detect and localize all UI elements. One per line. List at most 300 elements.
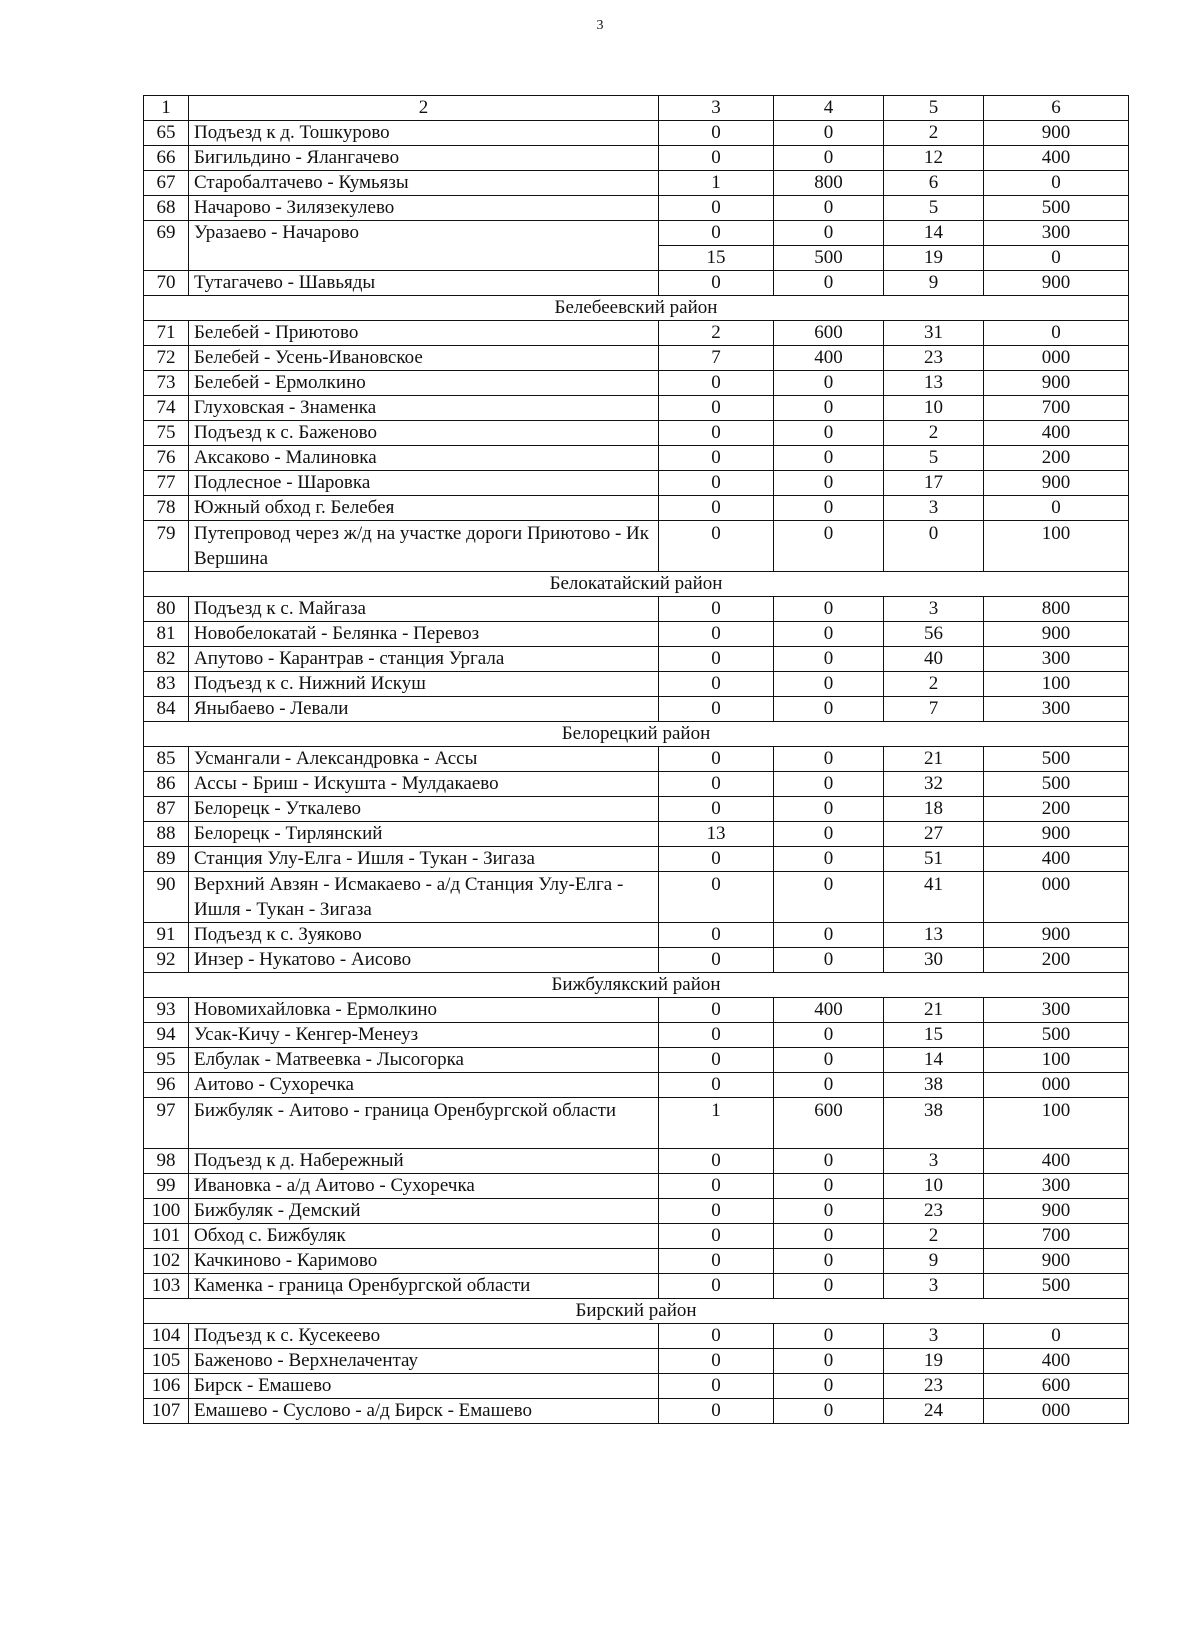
- row-number: 88: [144, 822, 189, 847]
- value-c6: 400: [984, 1349, 1129, 1374]
- value-c5: 32: [884, 772, 984, 797]
- value-c4: 0: [774, 1399, 884, 1424]
- value-c4: 0: [774, 471, 884, 496]
- value-c4: 0: [774, 923, 884, 948]
- value-c5: 23: [884, 1374, 984, 1399]
- road-name: Южный обход г. Белебея: [189, 496, 659, 521]
- table-row: [144, 697, 1129, 722]
- value-c3: 0: [659, 1149, 774, 1174]
- value-c3: 0: [659, 1199, 774, 1224]
- road-name: Подъезд к д. Набережный: [189, 1149, 659, 1174]
- value-c6: 900: [984, 371, 1129, 396]
- value-c4: 0: [774, 597, 884, 622]
- road-name: Апутово - Карантрав - станция Ургала: [189, 647, 659, 672]
- table-row: [144, 822, 1129, 847]
- district-row: [144, 973, 1129, 998]
- value-c6: 300: [984, 998, 1129, 1023]
- value-c3: 0: [659, 1224, 774, 1249]
- table-row: [144, 1399, 1129, 1424]
- road-name: Аитово - Сухоречка: [189, 1073, 659, 1098]
- row-number: 86: [144, 772, 189, 797]
- road-name: Путепровод через ж/д на участке дороги Приютово - Ик Вершина: [189, 521, 659, 572]
- value-c6: 400: [984, 146, 1129, 171]
- value-c4: 0: [774, 1224, 884, 1249]
- row-number: 67: [144, 171, 189, 196]
- row-number: 76: [144, 446, 189, 471]
- value-cell-c3: [659, 221, 774, 271]
- table-row: [144, 1098, 1129, 1149]
- table-row: [144, 146, 1129, 171]
- road-name: Обход с. Бижбуляк: [189, 1224, 659, 1249]
- value-c6: 400: [984, 421, 1129, 446]
- row-number: 94: [144, 1023, 189, 1048]
- road-name: Подъезд к с. Зуяково: [189, 923, 659, 948]
- table-row: [144, 321, 1129, 346]
- value-c5: 12: [884, 146, 984, 171]
- value-c5: 14: [924, 222, 943, 243]
- value-c4: 0: [774, 1274, 884, 1299]
- value-c3: 0: [659, 121, 774, 146]
- value-c6: 0: [984, 1324, 1129, 1349]
- value-c4: 0: [774, 1324, 884, 1349]
- value-c4: 400: [774, 346, 884, 371]
- value-c3: 0: [659, 1349, 774, 1374]
- value-c4: 0: [774, 1199, 884, 1224]
- row-number: 83: [144, 672, 189, 697]
- district-row: [144, 296, 1129, 321]
- row-number: 95: [144, 1048, 189, 1073]
- table-row: [144, 1048, 1129, 1073]
- value-c4: 0: [774, 647, 884, 672]
- value-c4: 0: [823, 222, 834, 243]
- value-c6: 900: [984, 121, 1129, 146]
- table-row: [144, 346, 1129, 371]
- value-c5: 31: [884, 321, 984, 346]
- table-row: [144, 121, 1129, 146]
- value-c5: 3: [884, 1324, 984, 1349]
- value-c3: 0: [659, 647, 774, 672]
- column-header: 6: [984, 96, 1129, 121]
- value-c3: 0: [659, 471, 774, 496]
- district-name: Белорецкий район: [144, 722, 1129, 747]
- value-c3: 0: [659, 1249, 774, 1274]
- row-number: 77: [144, 471, 189, 496]
- table-row: [144, 496, 1129, 521]
- value-c5: 14: [884, 1048, 984, 1073]
- value-c3: 0: [659, 521, 774, 572]
- district-row: [144, 1299, 1129, 1324]
- value-c3: 0: [659, 772, 774, 797]
- value-c4: 0: [774, 1073, 884, 1098]
- value-c3: 2: [659, 321, 774, 346]
- table-row: [144, 196, 1129, 221]
- value-c3: 0: [659, 146, 774, 171]
- value-c3: 0: [659, 1174, 774, 1199]
- value-c6: 0: [984, 496, 1129, 521]
- table-row: [144, 1374, 1129, 1399]
- value-c3: 1: [659, 1098, 774, 1149]
- value-c4: 0: [774, 146, 884, 171]
- table-row: [144, 647, 1129, 672]
- value-c3: 15: [659, 245, 773, 270]
- value-c5: 21: [884, 998, 984, 1023]
- value-c6: 200: [984, 446, 1129, 471]
- value-c4: 600: [774, 321, 884, 346]
- table-row: [144, 797, 1129, 822]
- road-name: Подъезд к с. Кусекеево: [189, 1324, 659, 1349]
- road-name: Белорецк - Тирлянский: [189, 822, 659, 847]
- value-c5: 3: [884, 1274, 984, 1299]
- table-row: [144, 421, 1129, 446]
- value-c3: 0: [659, 1073, 774, 1098]
- road-name: Каменка - граница Оренбургской области: [189, 1274, 659, 1299]
- value-c5: 21: [884, 747, 984, 772]
- road-name: Усак-Кичу - Кенгер-Менеуз: [189, 1023, 659, 1048]
- value-c5: 41: [884, 872, 984, 923]
- row-number: 81: [144, 622, 189, 647]
- value-c3: 0: [659, 923, 774, 948]
- road-name: Ассы - Бриш - Искушта - Мулдакаево: [189, 772, 659, 797]
- value-c4: 0: [774, 496, 884, 521]
- table-row: [144, 1174, 1129, 1199]
- value-c4: 0: [774, 396, 884, 421]
- value-c5: 40: [884, 647, 984, 672]
- value-c6: 200: [984, 797, 1129, 822]
- value-c6: 500: [984, 747, 1129, 772]
- row-number: 93: [144, 998, 189, 1023]
- row-number: 71: [144, 321, 189, 346]
- value-c6: 100: [984, 672, 1129, 697]
- table-row: [144, 948, 1129, 973]
- value-c3: 0: [659, 622, 774, 647]
- value-c3: 0: [711, 222, 721, 243]
- value-c3: 0: [659, 496, 774, 521]
- value-c4: 0: [774, 371, 884, 396]
- row-number: 74: [144, 396, 189, 421]
- road-name: Белорецк - Уткалево: [189, 797, 659, 822]
- table-row: [144, 923, 1129, 948]
- value-c6: 500: [984, 772, 1129, 797]
- road-name: Емашево - Суслово - а/д Бирск - Емашево: [189, 1399, 659, 1424]
- value-c5: 38: [884, 1073, 984, 1098]
- value-c5: 3: [884, 496, 984, 521]
- value-c5: 56: [884, 622, 984, 647]
- road-name: Глуховская - Знаменка: [189, 396, 659, 421]
- value-c3: 0: [659, 672, 774, 697]
- table-row: [144, 998, 1129, 1023]
- value-c4: 500: [774, 245, 883, 270]
- value-c4: 0: [774, 772, 884, 797]
- column-header: 2: [189, 96, 659, 121]
- value-c6: 500: [984, 196, 1129, 221]
- row-number: 96: [144, 1073, 189, 1098]
- value-c6: 000: [984, 346, 1129, 371]
- table-row: [144, 1199, 1129, 1224]
- value-c6: 900: [984, 822, 1129, 847]
- row-number: 84: [144, 697, 189, 722]
- value-c5: 51: [884, 847, 984, 872]
- road-name: Бижбуляк - Аитово - граница Оренбургской области: [189, 1098, 659, 1149]
- value-c4: 0: [774, 847, 884, 872]
- value-c4: 0: [774, 421, 884, 446]
- value-c4: 0: [774, 948, 884, 973]
- value-c6: 100: [984, 521, 1129, 572]
- value-c6: 900: [984, 271, 1129, 296]
- value-c3: 0: [659, 1374, 774, 1399]
- value-c3: 0: [659, 872, 774, 923]
- value-c3: 0: [659, 446, 774, 471]
- value-c5: 9: [884, 1249, 984, 1274]
- value-c6: 0: [984, 321, 1129, 346]
- value-c6: 0: [984, 171, 1129, 196]
- value-c3: 0: [659, 1274, 774, 1299]
- value-c5: 3: [884, 597, 984, 622]
- table-row: [144, 1274, 1129, 1299]
- road-name: Подъезд к с. Нижний Искуш: [189, 672, 659, 697]
- district-row: [144, 722, 1129, 747]
- road-name: Тутагачево - Шавьяды: [189, 271, 659, 296]
- road-name: Белебей - Усень-Ивановское: [189, 346, 659, 371]
- value-c4: 800: [774, 171, 884, 196]
- column-header: 1: [144, 96, 189, 121]
- table-row: [144, 1349, 1129, 1374]
- road-name: Белебей - Приютово: [189, 321, 659, 346]
- table-row: [144, 371, 1129, 396]
- table-row: [144, 672, 1129, 697]
- value-c5: 2: [884, 121, 984, 146]
- value-c3: 1: [659, 171, 774, 196]
- value-c3: 0: [659, 421, 774, 446]
- value-c6: 400: [984, 1149, 1129, 1174]
- row-number: 65: [144, 121, 189, 146]
- road-name: Подъезд к с. Баженово: [189, 421, 659, 446]
- value-c4: 0: [774, 747, 884, 772]
- table-row: [144, 471, 1129, 496]
- value-c5: 13: [884, 371, 984, 396]
- road-name: Ивановка - а/д Аитово - Сухоречка: [189, 1174, 659, 1199]
- row-number: 97: [144, 1098, 189, 1149]
- row-number: 79: [144, 521, 189, 572]
- table-row: [144, 171, 1129, 196]
- table-row: [144, 1324, 1129, 1349]
- value-c4: 0: [774, 196, 884, 221]
- value-c6: 300: [984, 647, 1129, 672]
- road-name: Новобелокатай - Белянка - Перевоз: [189, 622, 659, 647]
- value-c5: 7: [884, 697, 984, 722]
- value-c6: 300: [984, 1174, 1129, 1199]
- value-c3: 0: [659, 747, 774, 772]
- value-c3: 0: [659, 998, 774, 1023]
- value-c4: 0: [774, 1349, 884, 1374]
- value-c4: 0: [774, 1249, 884, 1274]
- value-c6: 500: [984, 1023, 1129, 1048]
- value-c6: 300: [1041, 222, 1071, 243]
- value-c6: 000: [984, 872, 1129, 923]
- road-name: Усмангали - Александровка - Ассы: [189, 747, 659, 772]
- value-c5: 5: [884, 196, 984, 221]
- value-c6: 900: [984, 471, 1129, 496]
- row-number: 104: [144, 1324, 189, 1349]
- row-number: 73: [144, 371, 189, 396]
- value-c5: 23: [884, 346, 984, 371]
- column-header: 3: [659, 96, 774, 121]
- value-c4: 0: [774, 672, 884, 697]
- value-c3: 0: [659, 1324, 774, 1349]
- row-number: 68: [144, 196, 189, 221]
- value-c5: 9: [884, 271, 984, 296]
- value-c5: 10: [884, 1174, 984, 1199]
- value-c6: 700: [984, 396, 1129, 421]
- row-number: 75: [144, 421, 189, 446]
- value-c4: 0: [774, 1023, 884, 1048]
- value-c4: 0: [774, 1149, 884, 1174]
- road-name: Бижбуляк - Демский: [189, 1199, 659, 1224]
- value-cell-c6: [984, 221, 1129, 271]
- road-name: Верхний Авзян - Исмакаево - а/д Станция Улу-Елга - Ишля - Тукан - Зигаза: [189, 872, 659, 923]
- road-name: Яныбаево - Левали: [189, 697, 659, 722]
- road-name: Елбулак - Матвеевка - Лысогорка: [189, 1048, 659, 1073]
- row-number: 87: [144, 797, 189, 822]
- value-c4: 0: [774, 1374, 884, 1399]
- road-name: Старобалтачево - Кумьязы: [189, 171, 659, 196]
- value-c6: 400: [984, 847, 1129, 872]
- value-c5: 17: [884, 471, 984, 496]
- value-c4: 0: [774, 521, 884, 572]
- row-number: 82: [144, 647, 189, 672]
- row-number: 90: [144, 872, 189, 923]
- road-name: Бигильдино - Ялангачево: [189, 146, 659, 171]
- value-c6: 200: [984, 948, 1129, 973]
- value-c5: 3: [884, 1149, 984, 1174]
- table-row: [144, 1224, 1129, 1249]
- value-c4: 0: [774, 697, 884, 722]
- value-c6: 900: [984, 622, 1129, 647]
- value-c3: 0: [659, 797, 774, 822]
- value-c5: 30: [884, 948, 984, 973]
- value-c6: 100: [984, 1098, 1129, 1149]
- district-name: Бижбулякский район: [144, 973, 1129, 998]
- value-c3: 0: [659, 1048, 774, 1073]
- road-name: Станция Улу-Елга - Ишля - Тукан - Зигаза: [189, 847, 659, 872]
- value-c5: 2: [884, 672, 984, 697]
- value-c3: 7: [659, 346, 774, 371]
- table-row: [144, 1149, 1129, 1174]
- value-c5: 18: [884, 797, 984, 822]
- value-c5: 10: [884, 396, 984, 421]
- value-c3: 0: [659, 847, 774, 872]
- road-name: Уразаево - Начарово: [189, 221, 659, 271]
- row-number: 69: [144, 221, 189, 271]
- value-c6: 500: [984, 1274, 1129, 1299]
- value-c6: 700: [984, 1224, 1129, 1249]
- table-body: [144, 96, 1129, 1424]
- value-c4: 0: [774, 622, 884, 647]
- road-name: Начарово - Зилязекулево: [189, 196, 659, 221]
- value-c6: 100: [984, 1048, 1129, 1073]
- table-row: [144, 747, 1129, 772]
- value-cell-c4: [774, 221, 884, 271]
- row-number: 103: [144, 1274, 189, 1299]
- table-row: [144, 521, 1129, 572]
- table-row: [144, 271, 1129, 296]
- value-c4: 600: [774, 1098, 884, 1149]
- value-c6: 900: [984, 1199, 1129, 1224]
- value-c5: 23: [884, 1199, 984, 1224]
- table-row: [144, 1249, 1129, 1274]
- table-row: [144, 872, 1129, 923]
- value-c6: 800: [984, 597, 1129, 622]
- district-name: Белебеевский район: [144, 296, 1129, 321]
- row-number: 78: [144, 496, 189, 521]
- road-name: Бирск - Емашево: [189, 1374, 659, 1399]
- row-number: 91: [144, 923, 189, 948]
- page-number: 3: [596, 18, 604, 33]
- value-c5: 19: [884, 245, 983, 270]
- row-number: 66: [144, 146, 189, 171]
- value-c3: 0: [659, 371, 774, 396]
- value-c4: 0: [774, 271, 884, 296]
- value-c6: 000: [984, 1399, 1129, 1424]
- table-row: [144, 221, 1129, 271]
- table-row: [144, 396, 1129, 421]
- road-name: Инзер - Нукатово - Аисово: [189, 948, 659, 973]
- value-c5: 2: [884, 421, 984, 446]
- row-number: 89: [144, 847, 189, 872]
- value-c4: 0: [774, 446, 884, 471]
- row-number: 102: [144, 1249, 189, 1274]
- value-c6: 000: [984, 1073, 1129, 1098]
- road-name: Подъезд к д. Тошкурово: [189, 121, 659, 146]
- road-name: Подлесное - Шаровка: [189, 471, 659, 496]
- value-c4: 400: [774, 998, 884, 1023]
- column-header: 4: [774, 96, 884, 121]
- row-number: 105: [144, 1349, 189, 1374]
- row-number: 80: [144, 597, 189, 622]
- row-number: 92: [144, 948, 189, 973]
- value-cell-c5: [884, 221, 984, 271]
- value-c4: 0: [774, 797, 884, 822]
- road-name: Белебей - Ермолкино: [189, 371, 659, 396]
- header-row: [144, 96, 1129, 121]
- row-number: 98: [144, 1149, 189, 1174]
- roads-table: [143, 95, 1129, 1424]
- row-number: 100: [144, 1199, 189, 1224]
- value-c5: 24: [884, 1399, 984, 1424]
- row-number: 70: [144, 271, 189, 296]
- table-row: [144, 847, 1129, 872]
- value-c3: 0: [659, 196, 774, 221]
- district-name: Белокатайский район: [144, 572, 1129, 597]
- row-number: 85: [144, 747, 189, 772]
- value-c3: 0: [659, 396, 774, 421]
- table-row: [144, 1023, 1129, 1048]
- table-row: [144, 622, 1129, 647]
- value-c3: 0: [659, 1399, 774, 1424]
- district-name: Бирский район: [144, 1299, 1129, 1324]
- row-number: 107: [144, 1399, 189, 1424]
- row-number: 72: [144, 346, 189, 371]
- value-c4: 0: [774, 1174, 884, 1199]
- value-c5: 38: [884, 1098, 984, 1149]
- value-c3: 0: [659, 271, 774, 296]
- value-c4: 0: [774, 872, 884, 923]
- row-number: 106: [144, 1374, 189, 1399]
- road-name: Аксаково - Малиновка: [189, 446, 659, 471]
- value-c5: 13: [884, 923, 984, 948]
- row-number: 99: [144, 1174, 189, 1199]
- district-row: [144, 572, 1129, 597]
- value-c6: 900: [984, 923, 1129, 948]
